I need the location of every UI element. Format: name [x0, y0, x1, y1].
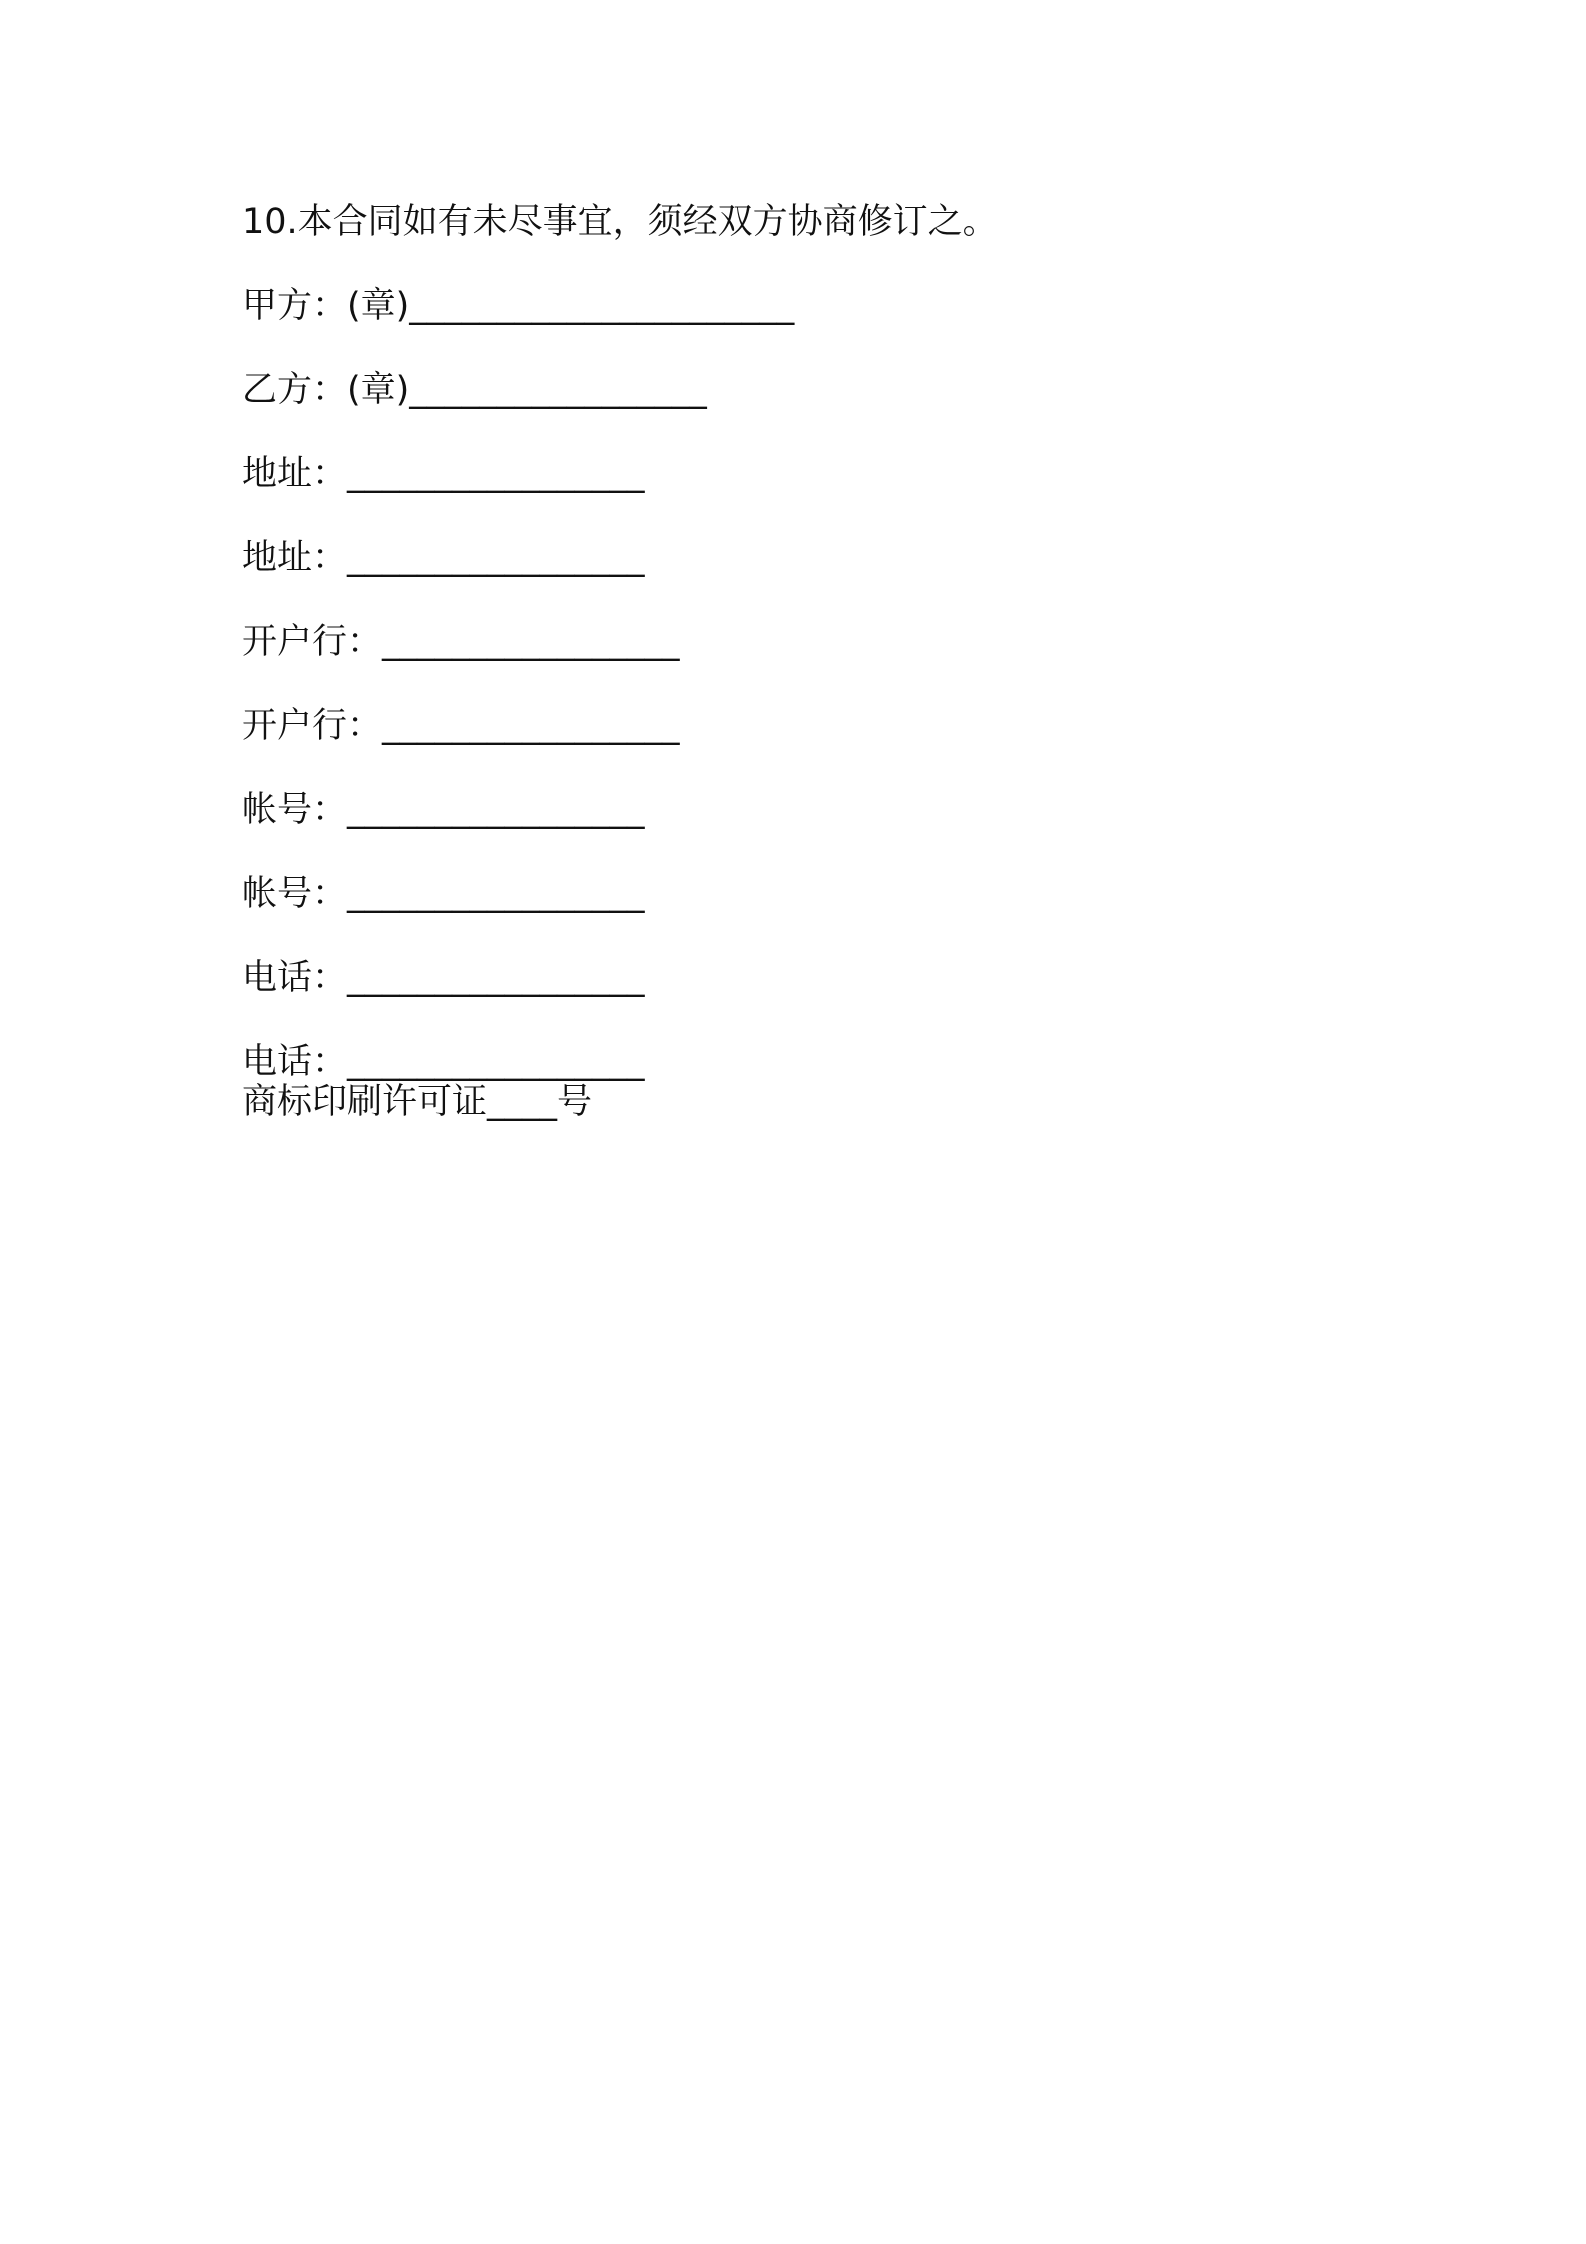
- party-a-address-field: 地址：_________________: [242, 454, 645, 494]
- party-a-seal-field: 甲方：(章)______________________: [242, 286, 795, 326]
- party-b-account-field: 帐号：_________________: [242, 874, 645, 914]
- party-b-seal-field: 乙方：(章)_________________: [242, 370, 707, 410]
- trademark-license-line: 商标印刷许可证____号: [242, 1082, 593, 1122]
- party-b-bank-field: 开户行：_________________: [242, 706, 680, 746]
- party-a-bank-field: 开户行：_________________: [242, 622, 680, 662]
- document-body: [242, 200, 1342, 1124]
- party-a-account-field: 帐号：_________________: [242, 790, 645, 830]
- party-b-phone-field: 电话：_________________: [242, 1042, 645, 1082]
- clause-10: 10.本合同如有未尽事宜，须经双方协商修订之。: [242, 202, 998, 242]
- party-b-address-field: 地址：_________________: [242, 538, 645, 578]
- party-a-phone-field: 电话：_________________: [242, 958, 645, 998]
